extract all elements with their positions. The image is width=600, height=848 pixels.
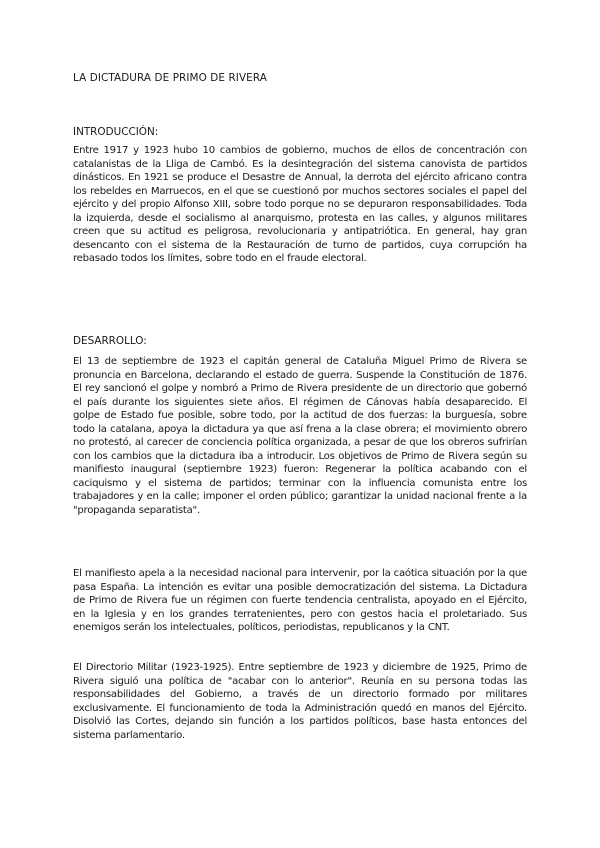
development-heading: DESARROLLO:: [73, 335, 147, 347]
development-paragraph-2: El manifiesto apela a la necesidad nacional para intervenir, por la caótica situación por la que pasa España. La intención es evitar una posible democratización del sistema. La Dictadura de Primo de Rivera fue un régimen con fuerte tendencia centralista, apoyado en el Ejército, en la Iglesia y en los grandes terratenientes, pero con gestos hacia el proletariado. Sus enemigos serán los intelectuales, políticos, periodistas, republicanos y la CNT.: [73, 568, 527, 633]
development-paragraph-3: El Directorio Militar (1923-1925). Entre septiembre de 1923 y diciembre de 1925, Primo de Rivera siguió una política de "acabar con lo anterior". Reunía en su persona todas las responsabilidades del Gobierno, a través de un directorio formado por militares exclusivamente. El funcionamiento de toda la Administración quedó en manos del Ejército. Disolvió las Cortes, dejando sin función a los partidos políticos, base hasta entonces del sistema parlamentario.: [73, 662, 527, 741]
development-paragraph-1: El 13 de septiembre de 1923 el capitán general de Cataluña Miguel Primo de Rivera se pronuncia en Barcelona, declarando el estado de guerra. Suspende la Constitución de 1876. El rey sancionó el golpe y nombró a Primo de Rivera presidente de un directorio que gobernó el país durante los siguientes siete años. El régimen de Cánovas había desaparecido. El golpe de Estado fue posible, sobre todo, por la actitud de dos fuerzas: la burguesía, sobre todo la catalana, apoya la dictadura ya que así frena a la clase obrera; el movimiento obrero no protestó, al carecer de conciencia política organizada, a pesar de que los obreros sufrirían con los cambios que la dictadura iba a introducir. Los objetivos de Primo de Rivera según su manifiesto inaugural (septiembre 1923) fueron: Regenerar la política acabando con el caciquismo y el sistema de partidos; terminar con la influencia comunista entre los trabajadores y en la calle; imponer el orden público; garantizar la unidad nacional frente a la "propaganda separatista".: [73, 356, 527, 516]
document-title: LA DICTADURA DE PRIMO DE RIVERA: [73, 72, 267, 84]
introduction-heading: INTRODUCCIÓN:: [73, 126, 159, 138]
introduction-paragraph: Entre 1917 y 1923 hubo 10 cambios de gobierno, muchos de ellos de concentración con catalanistas de la Lliga de Cambó. Es la desintegración del sistema canovista de partidos dinásticos. En 1921 se produce el Desastre de Annual, la derrota del ejército africano contra los rebeldes en Marruecos, en el que se cuestionó por muchos sectores sociales el papel del ejército y del propio Alfonso XIII, sobre todo porque no se depuraron responsabilidades. Toda la izquierda, desde el socialismo al anarquismo, protesta en las calles, y algunos militares creen que su actitud es peligrosa, revolucionaria y antipatriótica. En general, hay gran desencanto con el sistema de la Restauración de turno de partidos, cuya corrupción ha rebasado todos los límites, sobre todo en el fraude electoral.: [73, 145, 527, 264]
